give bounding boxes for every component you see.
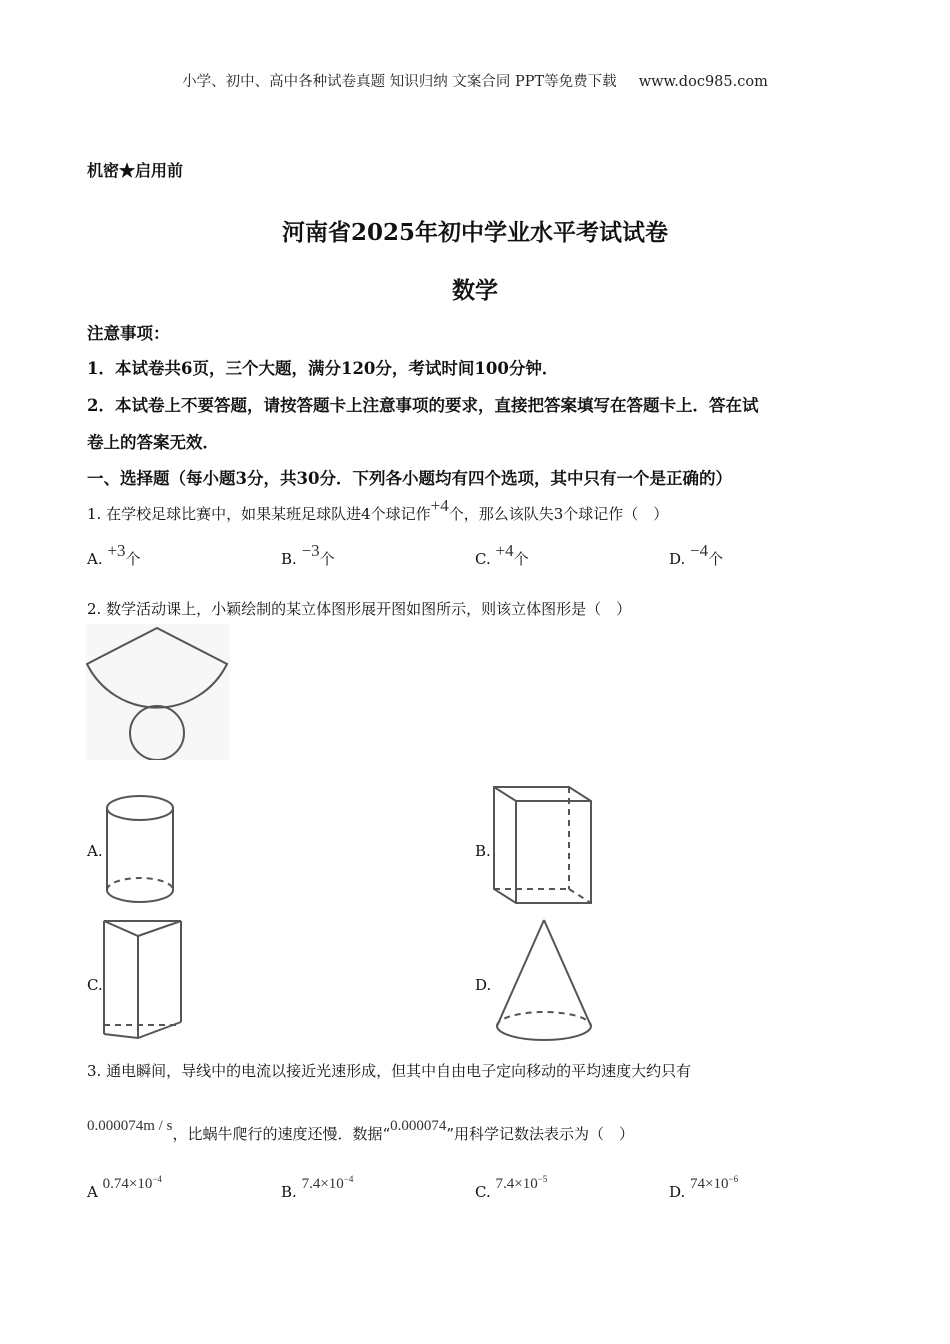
q1-math: +4 [430, 496, 449, 515]
q2-option-d-label[interactable]: D. [475, 976, 492, 994]
option-label: A [87, 1183, 98, 1201]
exam-title: 河南省2025年初中学业水平考试试卷 [281, 219, 668, 246]
q3-speed: 0.000074m / s [87, 1118, 173, 1134]
question-3-line1: 3. 通电瞬间，导线中的电流以接近光速形成，但其中自由电子定向移动的平均速度大约只有 [87, 1062, 692, 1080]
question-2: 2. 数学活动课上，小颖绘制的某立体图形展开图如图所示，则该立体图形是（ ） [87, 600, 632, 618]
confidential-mark: 机密★启用前 [87, 161, 184, 180]
q1-suffix: 个，那么该队失3个球记作（ ） [448, 505, 669, 523]
q2-option-c-label[interactable]: C. [87, 976, 103, 994]
note-item-1: 1．本试卷共6页，三个大题，满分120分，考试时间100分钟． [87, 359, 559, 378]
page-header [0, 70, 950, 91]
option-math: $7.4\times 10^{-4}$ [301, 1174, 354, 1192]
option-unit: 个 [319, 550, 335, 568]
note-item-2-line2: 卷上的答案无效． [87, 433, 219, 452]
subject-title: 数学 [452, 277, 498, 304]
option-label: C. [475, 550, 491, 568]
question-3-line2 [87, 1118, 635, 1144]
notes-heading: 注意事项： [87, 324, 170, 343]
q1-prefix: 1. 在学校足球比赛中，如果某班足球队进4个球记作 [87, 505, 431, 523]
note-item-2-line1: 2．本试卷上不要答题，请按答题卡上注意事项的要求，直接把答案填写在答题卡上．答在试 [87, 396, 759, 415]
q2-option-a-label[interactable]: A. [87, 842, 103, 860]
option-label: B. [281, 550, 297, 568]
option-label: B. [281, 1183, 297, 1201]
header-text: 小学、初中、高中各种试卷真题 知识归纳 文案合同 PPT等免费下载 [182, 74, 617, 90]
option-math: −4 [690, 541, 709, 560]
q3-mid: ，比蜗牛爬行的速度还慢．数据“ [172, 1125, 391, 1143]
option-math: $7.4\times 10^{-5}$ [495, 1174, 548, 1192]
cuboid-figure[interactable] [491, 784, 595, 908]
q1-option-a[interactable] [87, 541, 141, 569]
triangular-prism-figure[interactable] [101, 916, 185, 1040]
q3-end: ”用科学记数法表示为（ ） [446, 1125, 635, 1143]
q3-option-b[interactable] [281, 1174, 354, 1202]
option-label: D. [669, 1183, 686, 1201]
question-1 [87, 496, 669, 524]
option-math: +4 [495, 541, 514, 560]
option-unit: 个 [125, 550, 141, 568]
section-1-heading: 一、选择题（每小题3分，共30分．下列各小题均有四个选项，其中只有一个是正确的） [87, 469, 732, 488]
cone-figure[interactable] [492, 916, 596, 1044]
option-math: −3 [301, 541, 320, 560]
net-figure [86, 624, 230, 760]
option-math: +3 [107, 541, 126, 560]
option-math: $74\times 10^{-6}$ [690, 1174, 739, 1192]
option-label: C. [475, 1183, 491, 1201]
q1-option-b[interactable] [281, 541, 335, 569]
cylinder-figure[interactable] [103, 793, 179, 907]
q1-option-d[interactable] [669, 541, 724, 569]
option-unit: 个 [708, 550, 724, 568]
q1-option-c[interactable] [475, 541, 529, 569]
q3-option-c[interactable] [475, 1174, 548, 1202]
option-math: $0.74\times 10^{-4}$ [102, 1174, 162, 1192]
option-label: A. [87, 550, 103, 568]
q2-option-b-label[interactable]: B. [475, 842, 491, 860]
q3-data: 0.000074 [390, 1118, 447, 1134]
q3-option-d[interactable] [669, 1174, 739, 1202]
q3-option-a[interactable] [87, 1174, 162, 1202]
header-url[interactable]: www.doc985.com [638, 74, 768, 90]
option-unit: 个 [513, 550, 529, 568]
option-label: D. [669, 550, 686, 568]
